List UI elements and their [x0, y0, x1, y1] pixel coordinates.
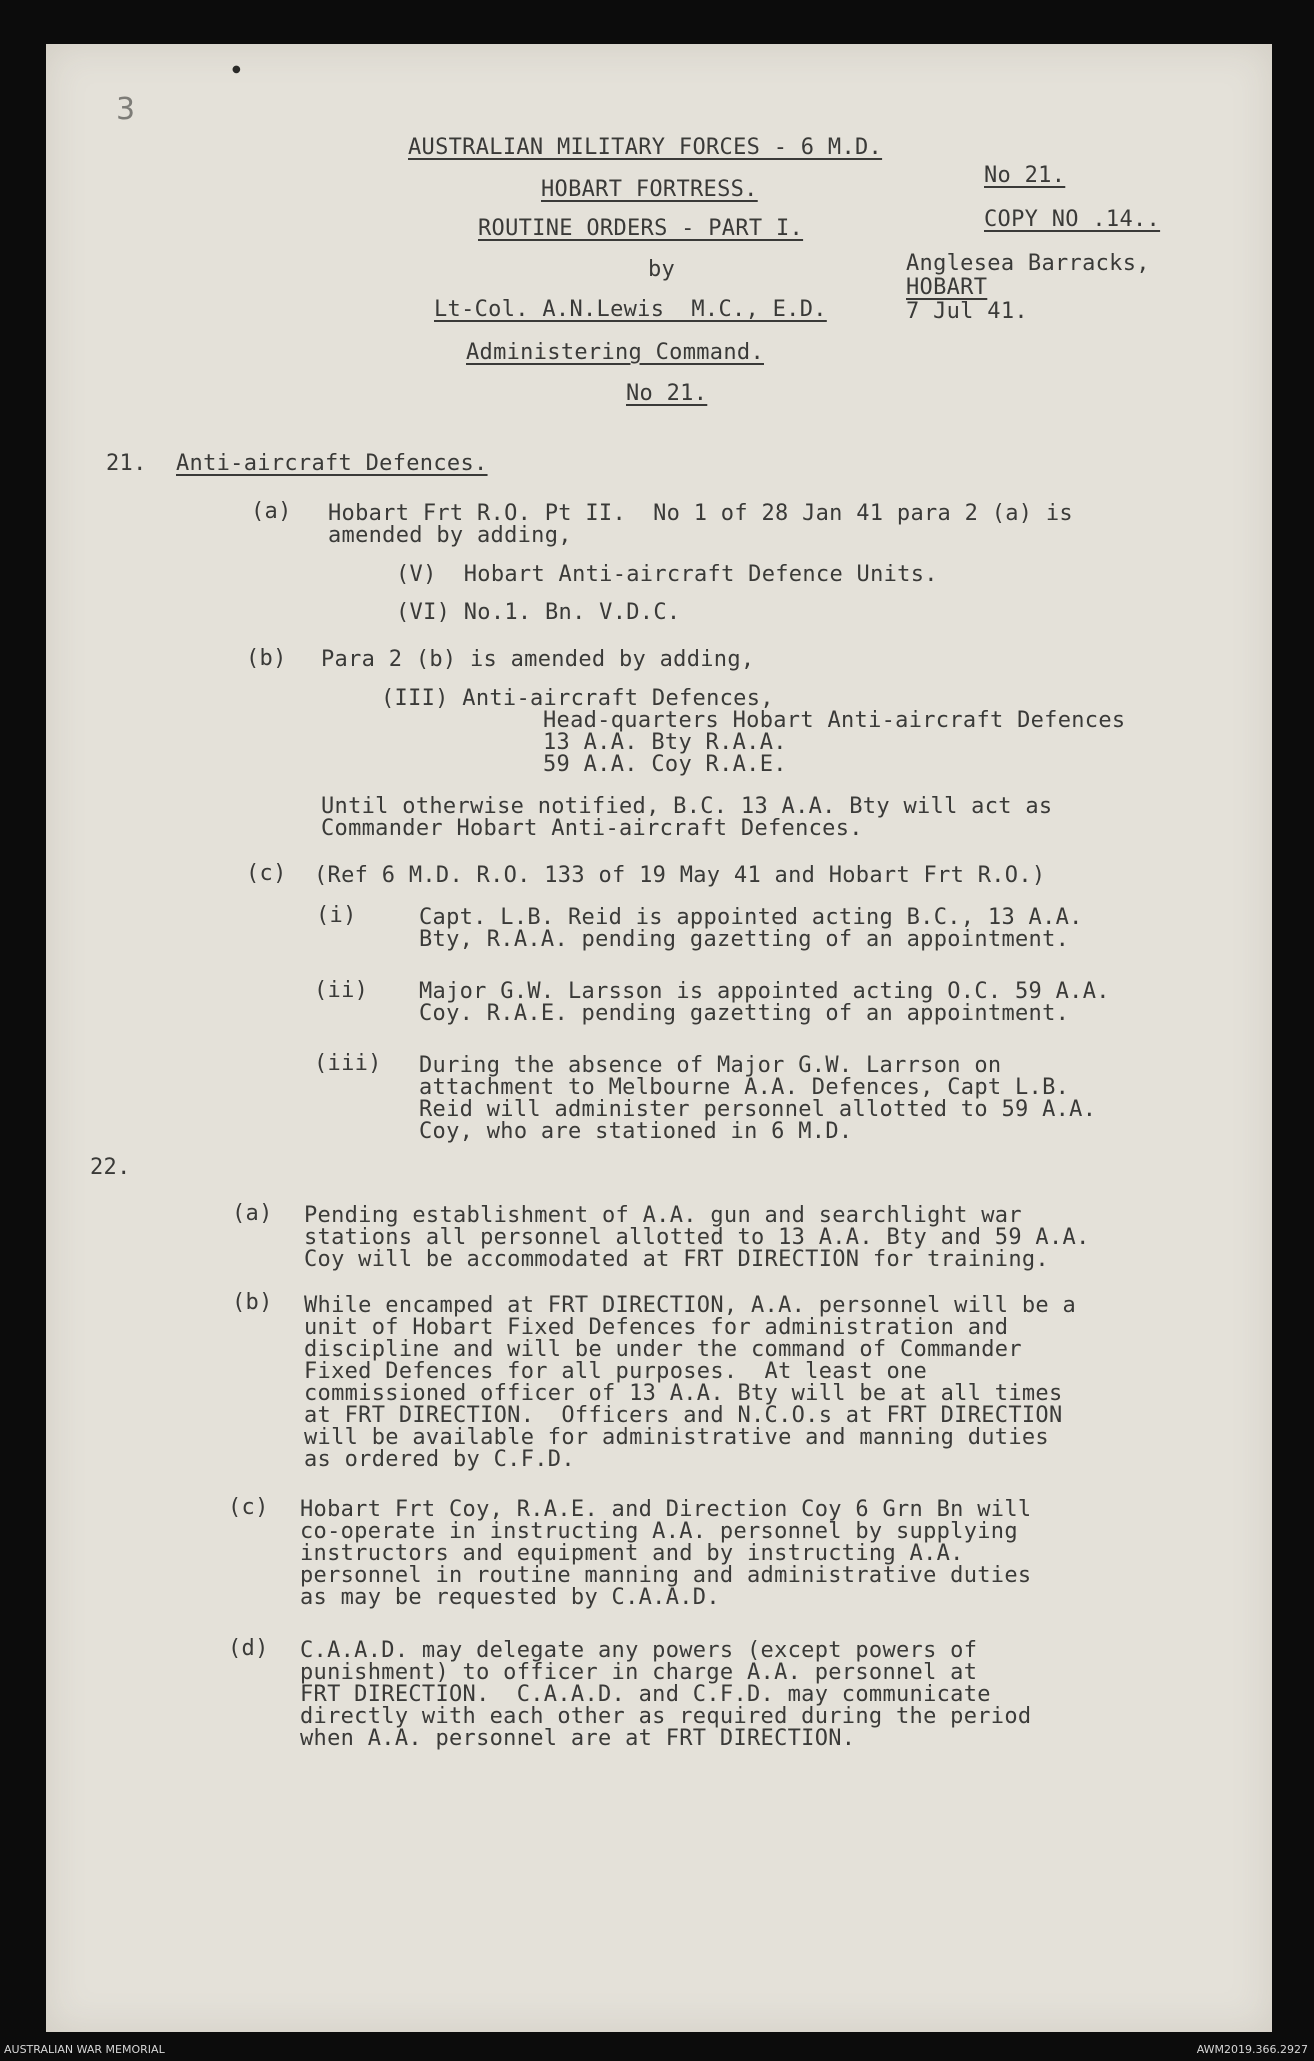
item-21-c-label: (c): [246, 861, 287, 886]
location-city: HOBART: [906, 275, 988, 300]
item-22-b-6: at FRT DIRECTION. Officers and N.C.O.s at FRT DIRECTION: [304, 1403, 1063, 1428]
item-22-c-2: co-operate in instructing A.A. personnel by supplying: [300, 1519, 1018, 1544]
item-22-d-3: FRT DIRECTION. C.A.A.D. and C.F.D. may communicate: [300, 1682, 991, 1707]
item-21-b-iii-hq: Head-quarters Hobart Anti-aircraft Defences: [543, 708, 1126, 733]
item-22-c-5: as may be requested by C.A.A.D.: [300, 1585, 720, 1610]
archive-name: AUSTRALIAN WAR MEMORIAL: [4, 2043, 165, 2056]
header-routine-orders: ROUTINE ORDERS - PART I.: [478, 216, 804, 241]
item-21-a-line1: Hobart Frt R.O. Pt II. No 1 of 28 Jan 41 para 2 (a) is: [328, 501, 1073, 526]
order-date: 7 Jul 41.: [906, 299, 1028, 324]
item-22-a-2: stations all personnel allotted to 13 A.A. Bty and 59 A.A.: [304, 1225, 1090, 1250]
item-22-a-3: Coy will be accommodated at FRT DIRECTION for training.: [304, 1247, 1049, 1272]
item-21-c-line1: (Ref 6 M.D. R.O. 133 of 19 May 41 and Hobart Frt R.O.): [314, 863, 1046, 888]
item-21-c-iii-label: (iii): [314, 1051, 382, 1076]
item-21-a-vi: (VI) No.1. Bn. V.D.C.: [396, 600, 681, 625]
item-21-c-i-2: Bty, R.A.A. pending gazetting of an appointment.: [419, 927, 1070, 952]
item-21-b-note1: Until otherwise notified, B.C. 13 A.A. Bty will act as: [321, 794, 1053, 819]
item-21-b-iii: (III) Anti-aircraft Defences,: [381, 686, 774, 711]
item-21-a-label: (a): [251, 499, 292, 524]
item-22-d-5: when A.A. personnel are at FRT DIRECTION.: [300, 1726, 856, 1751]
item-21-number: 21.: [106, 451, 147, 476]
header-order-number: No 21.: [626, 381, 708, 406]
header-administering: Administering Command.: [466, 340, 764, 365]
item-21-b-note2: Commander Hobart Anti-aircraft Defences.: [321, 816, 863, 841]
item-22-b-7: will be available for administrative and manning duties: [304, 1425, 1049, 1450]
item-22-b-3: discipline and will be under the command of Commander: [304, 1337, 1022, 1362]
item-21-c-ii-label: (ii): [314, 978, 369, 1003]
item-22-b-1: While encamped at FRT DIRECTION, A.A. personnel will be a: [304, 1293, 1077, 1318]
item-22-b-label: (b): [232, 1290, 273, 1315]
item-21-b-label: (b): [246, 646, 287, 671]
archive-reference: AWM2019.366.2927: [1196, 2043, 1308, 2056]
item-22-b-5: commissioned officer of 13 A.A. Bty will be at all times: [304, 1381, 1063, 1406]
item-21-b-iii-bty: 13 A.A. Bty R.A.A.: [543, 730, 787, 755]
item-21-c-i-1: Capt. L.B. Reid is appointed acting B.C., 13 A.A.: [419, 905, 1083, 930]
item-22-number: 22.: [90, 1155, 131, 1180]
item-21-c-i-label: (i): [316, 903, 357, 928]
ink-dot: ●: [232, 64, 241, 75]
location-barracks: Anglesea Barracks,: [906, 251, 1150, 276]
item-22-c-4: personnel in routine manning and administrative duties: [300, 1563, 1032, 1588]
item-21-a-v: (V) Hobart Anti-aircraft Defence Units.: [396, 562, 938, 587]
archive-footer: [0, 2039, 1314, 2061]
item-22-d-label: (d): [228, 1636, 269, 1661]
item-21-title: Anti-aircraft Defences.: [176, 451, 488, 476]
item-21-c-iii-2: attachment to Melbourne A.A. Defences, Capt L.B.: [419, 1075, 1070, 1100]
item-22-a-label: (a): [232, 1201, 273, 1226]
item-22-c-3: instructors and equipment and by instructing A.A.: [300, 1541, 964, 1566]
item-22-b-2: unit of Hobart Fixed Defences for administration and: [304, 1315, 1009, 1340]
item-21-c-ii-1: Major G.W. Larsson is appointed acting O.C. 59 A.A.: [419, 979, 1110, 1004]
item-22-b-4: Fixed Defences for all purposes. At least one: [304, 1359, 928, 1384]
header-title: AUSTRALIAN MILITARY FORCES - 6 M.D.: [408, 135, 883, 160]
item-22-a-1: Pending establishment of A.A. gun and searchlight war: [304, 1203, 1022, 1228]
item-22-b-8: as ordered by C.F.D.: [304, 1447, 575, 1472]
item-21-a-line2: amended by adding,: [328, 523, 572, 548]
item-21-c-ii-2: Coy. R.A.E. pending gazetting of an appointment.: [419, 1001, 1070, 1026]
copy-number: COPY NO .14..: [984, 207, 1161, 232]
item-21-b-line1: Para 2 (b) is amended by adding,: [321, 647, 755, 672]
document-page: [46, 44, 1272, 2032]
item-22-d-1: C.A.A.D. may delegate any powers (except powers of: [300, 1638, 978, 1663]
item-21-b-iii-coy: 59 A.A. Coy R.A.E.: [543, 752, 787, 777]
header-fortress: HOBART FORTRESS.: [541, 177, 758, 202]
item-21-c-iii-3: Reid will administer personnel allotted to 59 A.A.: [419, 1097, 1097, 1122]
item-22-c-label: (c): [228, 1495, 269, 1520]
corner-number-mark: 3: [116, 92, 136, 127]
item-22-c-1: Hobart Frt Coy, R.A.E. and Direction Coy 6 Grn Bn will: [300, 1497, 1032, 1522]
header-by: by: [648, 257, 676, 282]
item-21-c-iii-1: During the absence of Major G.W. Larrson on: [419, 1053, 1002, 1078]
item-21-c-iii-4: Coy, who are stationed in 6 M.D.: [419, 1119, 853, 1144]
order-number: No 21.: [984, 163, 1066, 188]
header-commander: Lt-Col. A.N.Lewis M.C., E.D.: [434, 297, 827, 322]
item-22-d-4: directly with each other as required during the period: [300, 1704, 1032, 1729]
item-22-d-2: punishment) to officer in charge A.A. personnel at: [300, 1660, 978, 1685]
